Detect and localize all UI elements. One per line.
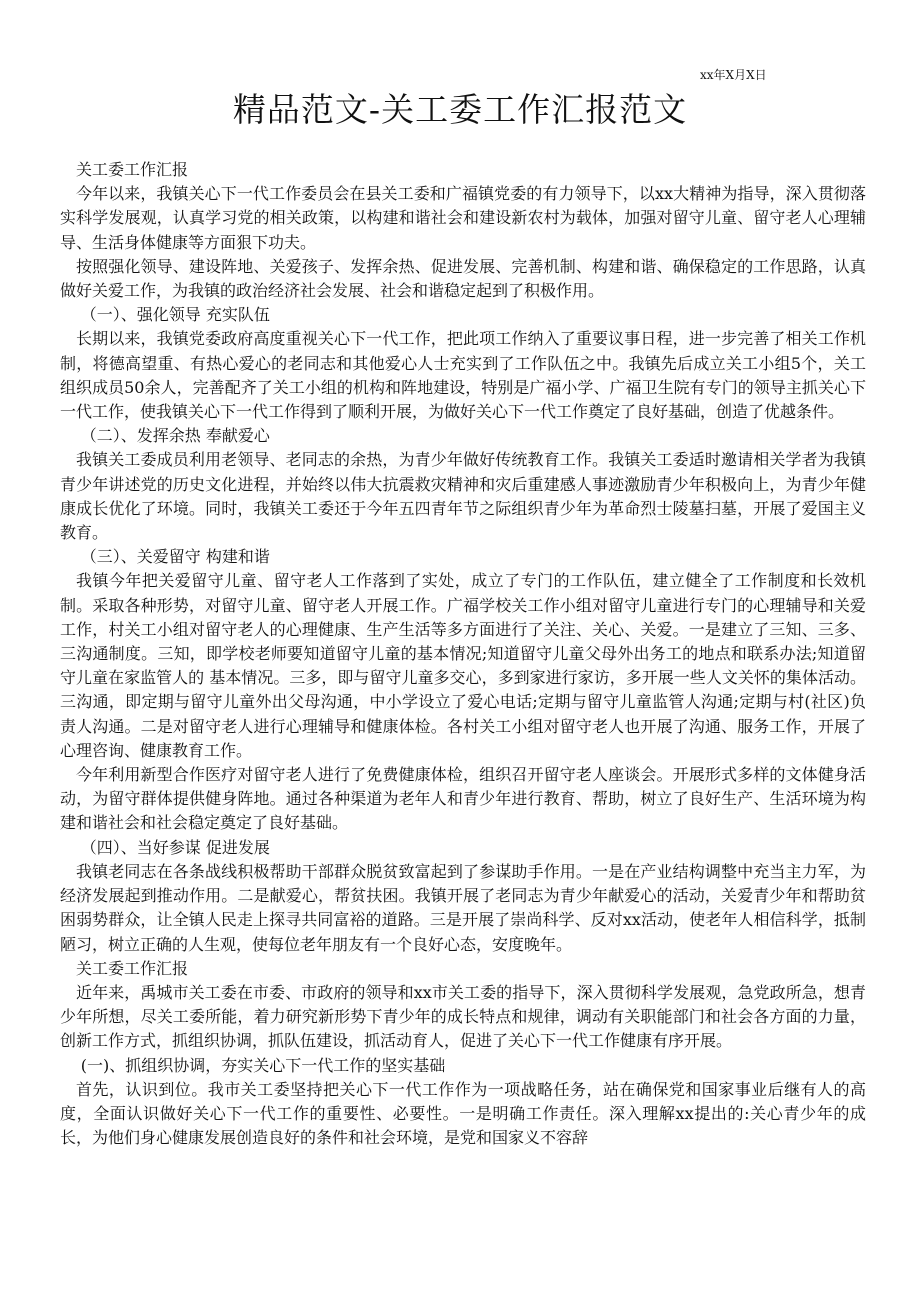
body-paragraph: 今年利用新型合作医疗对留守老人进行了免费健康体检，组织召开留守老人座谈会。开展形式多样的文体健身活动，为留守群体提供健身阵地。通过各种渠道为老年人和青少年进行教育、帮助，树立了良好生产、生活环境为构建和谐社会和社会稳定奠定了良好基础。: [60, 765, 866, 833]
body-paragraph: 首先，认识到位。我市关工委坚持把关心下一代工作作为一项战略任务，站在确保党和国家事业后继有人的高度，全面认识做好关心下一代工作的重要性、必要性。一是明确工作责任。深入理解xx提出的:关心青少年的成长，为他们身心健康发展创造良好的条件和社会环境，是党和国家义不容辞: [60, 1079, 866, 1148]
section-heading: 关工委工作汇报: [76, 160, 189, 179]
body-paragraph: 今年以来，我镇关心下一代工作委员会在县关工委和广福镇党委的有力领导下，以xx大精神为指导，深入贯彻落实科学发展观，认真学习党的相关政策，以构建和谐社会和建设新农村为载体，加强对留守儿童、留守老人心理辅导、生活身体健康等方面狠下功夫。: [60, 184, 866, 252]
subsection-heading: (一)、抓组织协调，夯实关心下一代工作的坚实基础: [80, 1055, 446, 1075]
body-paragraph: 我镇老同志在各条战线积极帮助干部群众脱贫致富起到了参谋助手作用。一是在产业结构调整中充当主力军，为经济发展起到推动作用。二是献爱心，帮贫扶困。我镇开展了老同志为青少年献爱心的活动，关爱青少年和帮助贫困弱势群众，让全镇人民走上探寻共同富裕的道路。三是开展了崇尚科学、反对xx活动，使老年人相信科学，抵制陋习，树立正确的人生观，使每位老年朋友有一个良好心态，安度晚年。: [60, 861, 866, 954]
subsection-heading: （三）、关爱留守 构建和谐: [80, 547, 270, 567]
section-heading: 关工委工作汇报: [76, 958, 189, 978]
body-paragraph: 我镇今年把关爱留守儿童、留守老人工作落到了实处，成立了专门的工作队伍，建立健全了工作制度和长效机制。采取各种形势，对留守儿童、留守老人开展工作。广福学校关工作小组对留守儿童进行专门的心理辅导和关爱工作，村关工小组对留守老人的心理健康、生产生活等多方面进行了关注、关心、关爱。一是建立了三知、三多、三沟通制度。三知，即学校老师要知道留守儿童的基本情况;知道留守儿童父母外出务工的地点和联系办法;知道留守儿童在家监管人的 基本情况。三多，即与留守儿童多交心，多到家进行家访，多开展一些人文关怀的集体活动。三沟通，即定期与留守儿童外出父母沟通，中小学设立了爱心电话;定期与留守儿童监管人沟通;定期与村(社区)负责人沟通。二是对留守老人进行心理辅导和健康体检。各村关工小组对留守老人也开展了沟通、服务工作，开展了心理咨询、健康教育工作。: [60, 571, 866, 760]
body-paragraph: 近年来，禹城市关工委在市委、市政府的领导和xx市关工委的指导下，深入贯彻科学发展观，急党政所急，想青少年所想，尽关工委所能，着力研究新形势下青少年的成长特点和规律，调动有关职能部门和社会各方面的力量，创新工作方式，抓组织协调，抓队伍建设，抓活动育人，促进了关心下一代工作健康有序开展。: [60, 982, 866, 1051]
document-title: 精品范文-关工委工作汇报范文: [232, 90, 688, 129]
body-paragraph: 我镇关工委成员利用老领导、老同志的余热，为青少年做好传统教育工作。我镇关工委适时邀请相关学者为我镇青少年讲述党的历史文化进程，并始终以伟大抗震救灾精神和灾后重建感人事迹激励青少年积极向上，为青少年健康成长优化了环境。同时，我镇关工委还于今年五四青年节之际组织青少年为革命烈士陵墓扫墓，开展了爱国主义教育。: [60, 450, 866, 543]
subsection-heading: （四）、当好参谋 促进发展: [80, 837, 270, 857]
subsection-heading: （二）、发挥余热 奉献爱心: [80, 426, 270, 446]
subsection-heading: （一）、强化领导 充实队伍: [80, 305, 270, 325]
body-paragraph: 长期以来，我镇党委政府高度重视关心下一代工作，把此项工作纳入了重要议事日程，进一步完善了相关工作机制，将德高望重、有热心爱心的老同志和其他爱心人士充实到了工作队伍之中。我镇先后成立关工小组5个，关工组织成员50余人，完善配齐了关工小组的机构和阵地建设，特别是广福小学、广福卫生院有专门的领导主抓关心下一代工作，使我镇关心下一代工作得到了顺利开展，为做好关心下一代工作奠定了良好基础，创造了优越条件。: [60, 329, 866, 422]
document-date: xx年X月X日: [700, 68, 767, 82]
document-body: [60, 158, 866, 1150]
body-paragraph: 按照强化领导、建设阵地、关爱孩子、发挥余热、促进发展、完善机制、构建和谐、确保稳定的工作思路，认真做好关爱工作，为我镇的政治经济社会发展、社会和谐稳定起到了积极作用。: [60, 256, 866, 301]
